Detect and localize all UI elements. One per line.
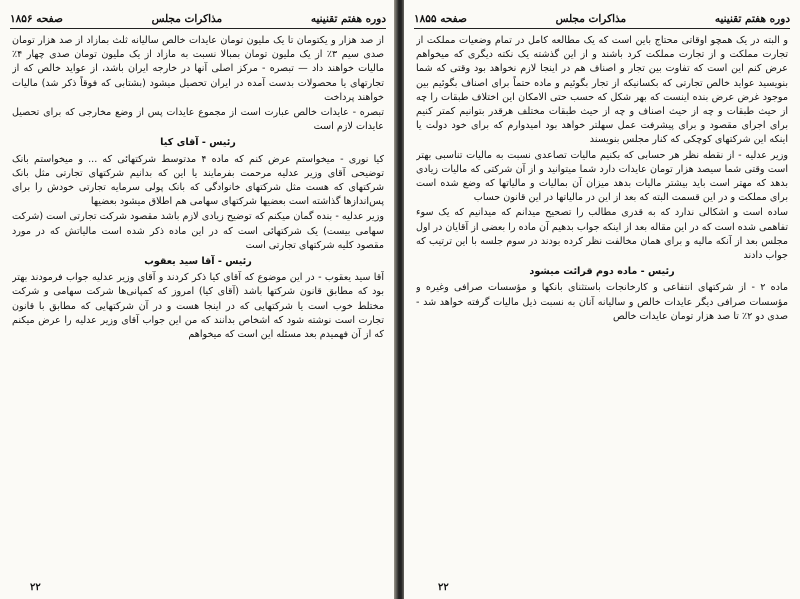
speaker-line: رئیس - ماده دوم قرائت میشود (529, 266, 675, 278)
paragraph: تبصره - عایدات خالص عبارت است از مجموع عایدات پس از وضع مخارجی که برای تحصیل عایدات لازم است (12, 107, 384, 133)
journal-title: مذاکرات مجلس (151, 13, 223, 25)
paragraph: وزیر عدلیه - از نقطه نظر هر حسابی که بکنیم مالیات تصاعدی نسبت به مالیات تناسبی بهتر است وقتی شما سیصد هزار تومان عایدات دارد شما میتوانید و از آن شرکتی که مالیات زیادی بدهد که مهتر است باید بیشتر مالیات بدهد میزان آن بمالیات و مالیاتها که وضع شده است برای مملکت و در این قسمت البته که بعد از این در مالیاتها در این قانون حساب (416, 149, 788, 204)
session-label: دوره هفتم تقنینیه (310, 13, 386, 25)
page-label: صفحه ۱۸۵۶ (10, 13, 63, 25)
page-number: ۲۲ (438, 582, 449, 593)
left-page-header (10, 10, 386, 29)
paragraph: وزیر عدلیه - بنده گمان میکنم که توضیح زیادی لازم باشد مقصود شرکت تجارتی است (شرکت سهامی بیست) یک شرکتهائی است که در این ماده ذکر شده است مالیاتش که در مورد مقصود کلیه شرکتهای تجارتی است (12, 211, 384, 251)
session-label: دوره هفتم تقنینیه (714, 13, 790, 25)
paragraph: ساده است و اشکالی ندارد که به قدری مطالب را تصحیح میدانم که میدانیم که یک سوء تفاهمی شده است که در این مقاله بعد از اینکه جواب بدهیم آن ماده را بعضی از آقایان در اول مجلس بعد از آنکه مالیه و برای همان مخالفت نظر کرده بودند در سوم جلسه با این ترتیب که جواب دادند (416, 207, 788, 262)
page-label: صفحه ۱۸۵۵ (414, 13, 467, 25)
page-number: ۲۲ (30, 582, 41, 593)
paragraph: از صد هزار و یکتومان تا یک ملیون تومان عایدات خالص سالیانه ثلث بمازاد از صد هزار تومان صدی سیم ۳٪ از یک ملیون تومان بمبالا نسبت به مازاد از یک ملیون تومان صدی چهار ۴٪ مالیات خواهند داد — تبصره - مرکز اصلی آنها در خارجه ایران باشد، از عواید خالص که از تجارتهای یا محصولات بدست آمده در ایران تحصیل میشود (بشتابی که فوقاً ذکر شد) مالیات خواهند پرداخت (12, 35, 384, 103)
right-page-header (414, 10, 790, 29)
left-page (0, 0, 396, 599)
speaker-line: رئیس - آقا سید یعقوب (144, 256, 252, 268)
right-page-body (416, 34, 788, 573)
paragraph: آقا سید یعقوب - در این موضوع که آقای کیا ذکر کردند و آقای وزیر عدلیه جواب فرمودند بهتر بود که مطابق قانون شرکتها باشد (آقای کیا) امروز که کمپانی‌ها شرکت سهامی و شرکت مختلط خوب است یا شرکتهایی که در اینجا هست و در آن شرکتهایی که مطابق با قانون تجارت است نوشته شود که اشخاص بدانند که من این جواب آقای وزیر عدلیه را عرض میکنم که از آن فهمیدم بعد مسئله این است که میخواهم (12, 272, 384, 341)
paragraph: ماده ۲ - از شرکتهای انتفاعی و کارخانجات باستثنای بانکها و مؤسسات صرافی وغیره و مؤسسات صرافی دیگر عایدات خالص و سالیانه آنان به نسبت ذیل مالیات گرفته خواهد شد - صدی دو ۲٪ تا صد هزار تومان عایدات خالص (416, 282, 788, 322)
speaker-line: رئیس - آقای کیا (160, 137, 236, 149)
paragraph: و البته در یک همچو اوقاتی محتاج باین است که یک مطالعه کامل در تمام وضعیات مملکت از تجارت مملکت و از تجارت مملکت کرد باشند و از این گذشته یک نکته دیگری که میخواهم عرض کنم این است که تفاوت بین تجار و اصناف هم در اینجا لازم نخواهد بود وقتی که شما بنویسید عواید خالص تجارتی که بکسانیکه از تجار بگوئیم و ماده حتماً برای اصناف بگوئیم بین موجود غرض عرض بنده اینست که بهر شکل که حسب حتی الامکان این اختلاف طبقات را چه از حیث طبقات و چه از حیث اصناف و چه از حیث طبقات مختلف هرقدر بتوانیم کمتر کنیم برای اجرای مقصود و برای پیشرفت عمل سهلتر خواهد بود امیدوارم که برای خود دولت یا اینکه این شرکتهای کوچکی که کنار مجلس بنویسند (416, 35, 788, 146)
paragraph: کیا نوری - میخواستم عرض کنم که ماده ۴ مدتوسط شرکتهائی که ... و میخواستم بانک توضیحی آقای وزیر عدلیه مرحمت بفرمایند یا این که بدانیم شرکتهای تجارتی مثل بانک شرکتهای که هست مثل شرکتهای خانوادگی که بانک پولی سرمایه تجارتی خودش را برای پس‌اندازها گذاشته است بعضیها شرکتهای سهامی هم اطلاق میشود بعضیها (12, 153, 384, 208)
journal-title: مذاکرات مجلس (555, 13, 627, 25)
right-page (404, 0, 800, 599)
left-page-body (12, 34, 384, 573)
